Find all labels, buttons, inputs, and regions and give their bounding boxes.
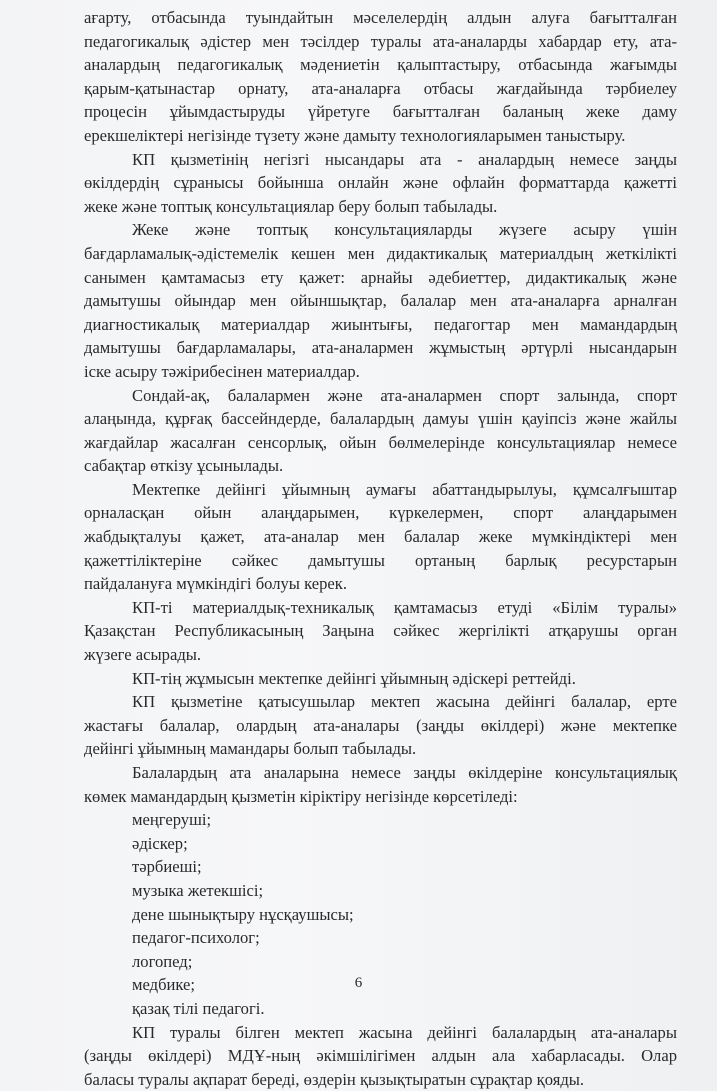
text-line: КП қызметіне қатысушылар мектеп жасына дейінгі балалар, ерте bbox=[132, 692, 677, 712]
text-line: өкілдердің сұранысы бойынша онлайн және офлайн форматтарда қажетті bbox=[84, 173, 677, 193]
text-line: жеке және топтық консультациялар беру болып табылады. bbox=[84, 196, 498, 216]
text-line: сабақтар өткізу ұсынылады. bbox=[84, 456, 284, 476]
text-line: санымен қамтамасыз ету қажет: арнайы әдебиеттер, дидактикалық және bbox=[84, 267, 677, 287]
text-line: жүзеге асырады. bbox=[84, 645, 202, 665]
text-line: КП туралы білген мектеп жасына дейінгі балалардың ата-аналары bbox=[132, 1022, 677, 1042]
list-item: әдіскер; bbox=[132, 833, 188, 853]
list-item: музыка жетекшісі; bbox=[132, 880, 264, 900]
text-line: аналардың педагогикалық мәдениетін қалыптастыру, отбасында жағымды bbox=[84, 55, 677, 75]
list-item: медбике; bbox=[132, 975, 196, 995]
list-item: меңгеруші; bbox=[132, 810, 212, 830]
text-line: Мектепке дейінгі ұйымның аумағы абаттандырылуы, құмсалғыштар bbox=[132, 479, 677, 499]
text-line: Балалардың ата аналарына немесе заңды өкілдеріне консультациялық bbox=[132, 763, 677, 782]
page-number: 6 bbox=[354, 975, 363, 991]
text-line: процесін ұйымдастыруды үйретуге бағытталған баланың жеке даму bbox=[84, 102, 677, 122]
text-line: Жеке және топтық консультацияларды жүзеге асыру үшін bbox=[132, 220, 677, 240]
text-line: баласы туралы ақпарат береді, өздерін қызықтыратын сұрақтар қояды. bbox=[84, 1069, 585, 1089]
text-line: орналасқан ойын алаңдарымен, күркелермен, спорт алаңдарымен bbox=[84, 503, 677, 523]
text-line: бағдарламалық-әдістемелік кешен мен дидактикалық материалдың жеткілікті bbox=[84, 243, 677, 263]
list-item: тәрбиеші; bbox=[132, 857, 202, 877]
text-line: ерекшеліктері негізінде түзету және дамыту технологияларымен таныстыру. bbox=[84, 125, 626, 145]
text-line: іске асыру тәжірибесінен материалдар. bbox=[84, 361, 360, 381]
list-item: логопед; bbox=[132, 951, 193, 971]
text-line: қажеттіліктеріне сәйкес дамытушы ортаның барлық ресурстарын bbox=[84, 550, 677, 570]
list-item: қазақ тілі педагогі. bbox=[132, 998, 265, 1018]
text-line: дамытушы бағдарламалары, ата-аналармен жұмыстың әртүрлі нысандарын bbox=[84, 338, 677, 358]
document-page bbox=[84, 6, 677, 1091]
list-item: педагог-психолог; bbox=[132, 928, 260, 948]
text-line: жабдықталуы қажет, ата-аналар мен балалар жеке мүмкіндіктері мен bbox=[84, 527, 677, 547]
list-item: дене шынықтыру нұсқаушысы; bbox=[132, 904, 354, 924]
text-line: дейінгі ұйымның мамандары болып табылады. bbox=[84, 739, 417, 759]
text-line: КП-ті материалдық-техникалық қамтамасыз етуді «Білім туралы» bbox=[132, 597, 677, 617]
text-line: жастағы балалар, олардың ата-аналары (заңды өкілдері) және мектепке bbox=[84, 715, 677, 735]
text-line: КП қызметінің негізгі нысандары ата - аналардың немесе заңды bbox=[132, 149, 677, 169]
text-line: Қазақстан Республикасының Заңына сәйкес жергілікті атқарушы орган bbox=[84, 621, 677, 641]
text-line: жағдайлар жасалған сенсорлық, ойын бөлмелерінде консультациялар немесе bbox=[84, 432, 677, 452]
text-line: Сондай-ақ, балалармен және ата-аналармен спорт залында, спорт bbox=[132, 385, 677, 405]
text-line: қарым-қатынастар орнату, ата-аналарға отбасы жағдайында тәрбиелеу bbox=[84, 78, 677, 98]
text-line: пайдалануға мүмкіндігі болуы керек. bbox=[84, 574, 347, 594]
text-line: көмек мамандардың қызметін кіріктіру негізінде көрсетіледі: bbox=[84, 786, 518, 806]
text-line: диагностикалық материалдар жиынтығы, педагогтар мен мамандардың bbox=[84, 314, 677, 334]
text-line: алаңында, құрғақ бассейндерде, балалардың дамуы үшін қауіпсіз және жайлы bbox=[84, 409, 677, 429]
text-line: (заңды өкілдері) МДҰ-ның әкімшілігімен алдын ала хабарласады. Олар bbox=[84, 1046, 677, 1066]
text-line: дамытушы ойындар мен ойыншықтар, балалар мен ата-аналарға арналған bbox=[84, 291, 677, 311]
text-line: ағарту, отбасында туындайтын мәселелердің алдын алуға бағытталған bbox=[84, 8, 677, 27]
text-line: КП-тің жұмысын мектепке дейінгі ұйымның әдіскері реттейді. bbox=[132, 668, 576, 688]
text-line: педагогикалық әдістер мен тәсілдер туралы ата-аналарды хабардар ету, ата- bbox=[84, 31, 677, 51]
